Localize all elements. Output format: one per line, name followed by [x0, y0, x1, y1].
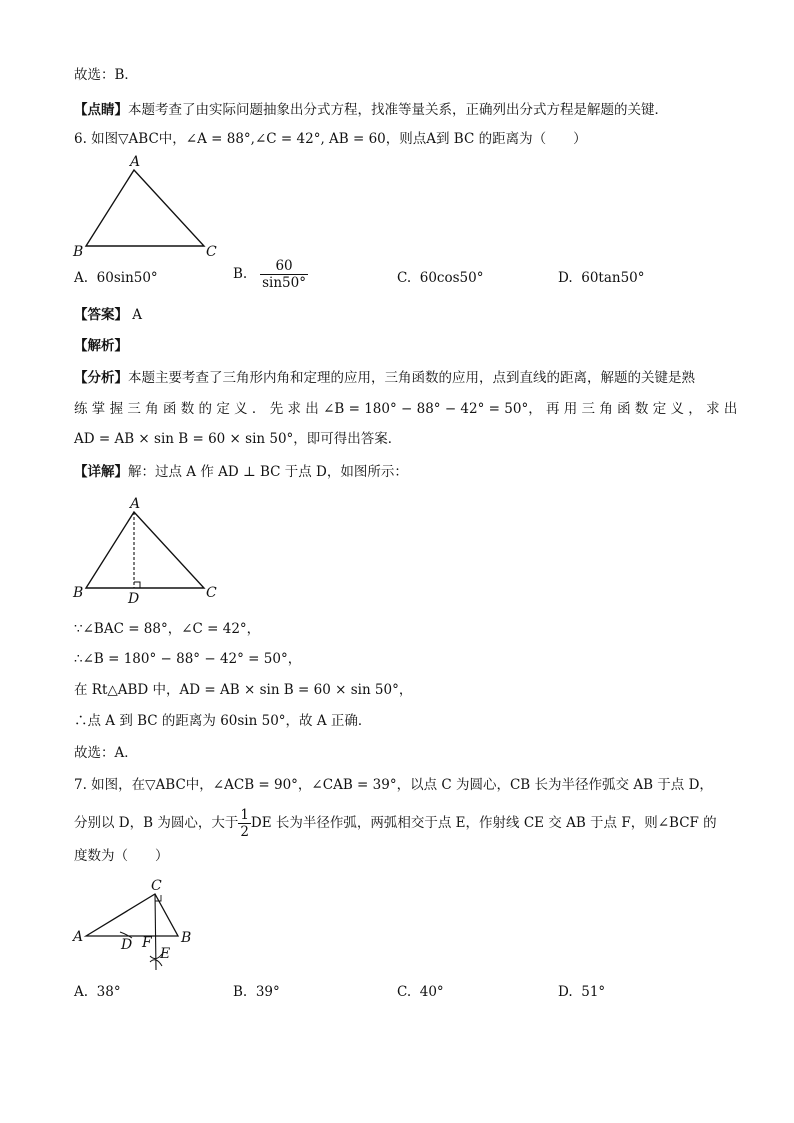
q6-step2: ∴∠B = 180° − 88° − 42° = 50°， — [74, 651, 302, 667]
q6-option-a[interactable] — [74, 268, 158, 288]
label-c: C — [206, 585, 217, 601]
label-f: F — [142, 935, 152, 951]
option-label: C. — [397, 984, 412, 1000]
option-value: 60cos50° — [419, 270, 484, 286]
q6-analysis-l3: AD = AB × sin B = 60 × sin 50°，即可得出答案． — [74, 431, 402, 447]
triangle-abc — [86, 170, 204, 246]
label-e: E — [160, 946, 171, 962]
q6-altitude-figure — [70, 490, 230, 608]
option-label: A. — [74, 270, 89, 286]
option-value: 51° — [581, 984, 606, 1000]
fraction-numerator: 1 — [240, 807, 249, 823]
q6-option-d[interactable] — [558, 268, 645, 288]
option-value: 38° — [96, 984, 121, 1000]
q6-jiexi-tag: 【解析】 — [74, 338, 128, 354]
label-d: D — [121, 937, 133, 953]
q6-analysis-l2: 练 掌 握 三 角 函 数 的 定 义 ． 先 求 出 ∠B = 180° − 88° − 42° = 50°， 再 用 三 角 函 数 定 义 ， 求 出 — [74, 401, 738, 417]
analysis-tag: 【分析】 — [74, 370, 128, 386]
q6-step1: ∵∠BAC = 88°，∠C = 42°， — [74, 621, 261, 637]
q6-step4: ∴点 A 到 BC 的距离为 60sin 50°，故 A 正确． — [74, 713, 372, 729]
comment-text: 本题考查了由实际问题抽象出分式方程，找准等量关系，正确列出分式方程是解题的关键． — [128, 102, 668, 118]
q7-option-c[interactable] — [397, 982, 444, 1002]
q6-answer — [74, 305, 142, 325]
q6-final: 故选：A． — [74, 745, 138, 761]
q6-detail — [74, 462, 408, 482]
fraction-numerator: 60 — [260, 258, 308, 275]
fraction-denominator: sin50° — [262, 275, 306, 291]
q7-stem-line1: 7. 如图，在▽ABC中，∠ACB = 90°，∠CAB = 39°，以点 C 为圆心，CB 长为半径作弧交 AB 于点 D， — [74, 777, 713, 793]
analysis-text: 本题主要考查了三角形内角和定理的应用，三角函数的应用，点到直线的距离，解题的关键是熟 — [128, 370, 695, 386]
right-angle-mark — [134, 582, 140, 588]
triangle-abc — [86, 512, 204, 588]
q6-step3: 在 Rt△ABD 中，AD = AB × sin B = 60 × sin 50°， — [74, 682, 413, 698]
label-c: C — [206, 244, 217, 260]
label-b: B — [73, 244, 84, 260]
label-b: B — [73, 585, 84, 601]
option-label: A. — [74, 984, 89, 1000]
option-label: B. — [233, 266, 248, 282]
stem-part-b: DE 长为半径作弧，两弧相交于点 E，作射线 CE 交 AB 于点 F，则∠BCF 的 — [250, 815, 717, 831]
label-a: A — [130, 154, 141, 170]
option-label: C. — [397, 270, 412, 286]
q6-analysis-l1 — [74, 368, 695, 388]
q7-option-a[interactable] — [74, 982, 121, 1002]
answer-value: A — [132, 307, 143, 323]
answer-tag: 【答案】 — [74, 307, 128, 323]
option-label: D. — [558, 270, 573, 286]
comment-tag: 【点睛】 — [74, 102, 128, 118]
q7-construction-figure — [70, 874, 210, 974]
option-label: B. — [233, 984, 248, 1000]
q6-triangle-figure — [70, 150, 230, 262]
q7-option-d[interactable] — [558, 982, 605, 1002]
option-label: D. — [558, 984, 573, 1000]
option-value: 39° — [255, 984, 280, 1000]
half-fraction — [238, 807, 251, 840]
label-a: A — [73, 929, 84, 945]
label-c: C — [151, 878, 162, 894]
label-b: B — [181, 930, 192, 946]
detail-text: 解：过点 A 作 AD ⊥ BC 于点 D，如图所示： — [128, 464, 408, 480]
fraction-denominator: 2 — [240, 824, 249, 840]
stem-part-a: 分别以 D，B 为圆心，大于 — [74, 815, 239, 831]
q7-option-b[interactable] — [233, 982, 280, 1002]
q6-option-c[interactable] — [397, 268, 483, 288]
option-value: 40° — [419, 984, 444, 1000]
q6-stem: 6. 如图▽ABC中，∠A = 88°,∠C = 42°, AB = 60，则点A到 BC 的距离为（ ） — [74, 131, 587, 147]
prev-answer-line: 故选：B． — [74, 67, 138, 83]
triangle-acb — [86, 894, 178, 936]
label-d: D — [128, 591, 140, 607]
q7-stem-line2 — [74, 805, 717, 841]
label-a: A — [130, 496, 141, 512]
q6-option-b[interactable] — [233, 258, 308, 291]
option-value: 60tan50° — [581, 270, 645, 286]
prev-comment — [74, 100, 668, 120]
option-value: 60sin50° — [96, 270, 158, 286]
q7-stem-line3: 度数为（ ） — [74, 848, 169, 864]
option-fraction — [260, 258, 308, 291]
detail-tag: 【详解】 — [74, 464, 128, 480]
